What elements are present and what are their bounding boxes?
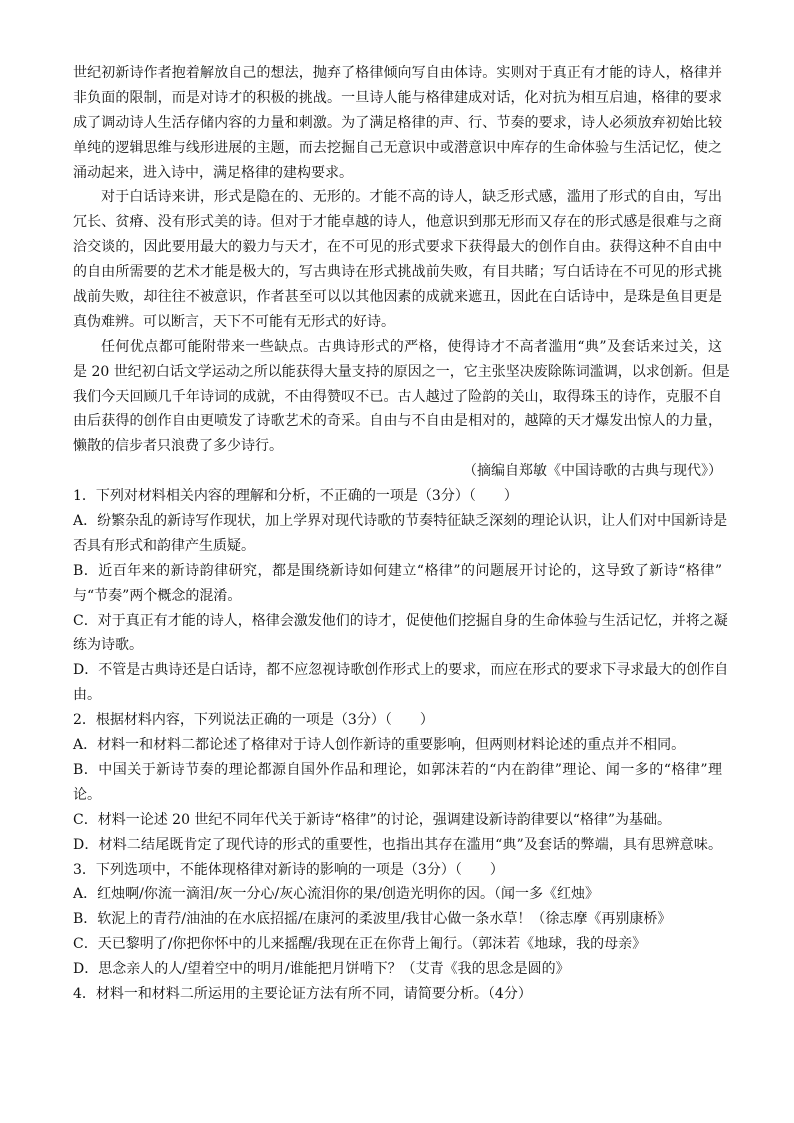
option-a [73,509,728,559]
option-d [73,833,722,858]
essay-line: 单纯的逻辑思维与线形进展的主题，而去挖掘自己无意识中或潜意识中库存的生命体验与生活记忆，使之 [73,139,722,156]
option-line: 否具有形式和韵律产生质疑。 [73,537,255,554]
option-line: C．对于真正有才能的诗人，格律会激发他们的诗才，促使他们挖掘自身的生命体验与生活记忆，并将之凝 [73,612,728,629]
question-4 [73,982,722,1007]
question-1 [73,484,729,708]
essay-line: 懒散的信步者只浪费了多少诗行。 [73,438,283,455]
option-line: A．红烛啊/你流一滴泪/灰一分心/灰心流泪你的果/创造光明你的因。（闻一多《红烛》 [73,886,599,903]
question-stem: 1．下列对材料相关内容的理解和分析，不正确的一项是（3分）（ ） [73,488,518,505]
option-line: 练为诗歌。 [73,637,143,654]
questions [73,484,729,1007]
option-b [73,907,722,932]
reading-material [73,61,730,484]
option-line: 由。 [73,687,101,704]
question-3 [73,858,722,982]
paragraph-1 [73,61,722,185]
question-stem: 2．根据材料内容，下列说法正确的一项是（3分）（ ） [73,712,434,729]
option-c [73,932,722,957]
paragraph-2 [73,185,722,334]
page-content [73,61,730,1007]
paragraph-3 [73,335,730,459]
option-a [73,733,722,758]
option-line: A．材料一和材料二都论述了格律对于诗人创作新诗的重要影响，但两则材料论述的重点并不相同。 [73,737,686,754]
option-line: D．思念亲人的人/望着空中的明月/谁能把月饼啃下？（艾青《我的思念是圆的》 [73,961,570,978]
essay-line: 世纪初新诗作者抱着解放自己的想法，抛弃了格律倾向写自由体诗。实则对于真正有才能的诗人，格律并 [73,65,722,81]
essay-line: 对于白话诗来讲，形式是隐在的、无形的。才能不高的诗人，缺乏形式感，滥用了形式的自由，写出 [101,189,722,206]
option-d [73,658,729,708]
essay-line: 冗长、贫瘠、没有形式美的诗。但对于才能卓越的诗人，他意识到那无形而又存在的形式感是很难与之商 [73,214,722,231]
option-b [73,758,722,808]
question-stem: 3．下列选项中，不能体现格律对新诗的影响的一项是（3分）（ ） [73,861,504,878]
essay-line: 真伪难辨。可以断言，天下不可能有无形式的好诗。 [73,313,395,330]
option-c [73,609,728,659]
option-line: B．中国关于新诗节奏的理论都源自国外作品和理论，如郭沫若的“内在韵律”理论、闻一多的“格律”理 [73,761,722,778]
option-line: D．材料二结尾既肯定了现代诗的形式的重要性，也指出其存在滥用“典”及套话的弊端，具有思辨意味。 [73,836,722,853]
essay-line: 洽交谈的，因此要用最大的毅力与天才，在不可见的形式要求下获得最大的创作自由。获得这种不自由中 [73,239,722,256]
option-line: C．天已黎明了/你把你怀中的儿来摇醒/我现在正在你背上匍行。（郭沫若《地球，我的母亲》 [73,936,647,953]
option-line: C．材料一论述 20 世纪不同年代关于新诗“格律”的讨论，强调建设新诗韵律要以“格律”为基础。 [73,811,672,828]
option-line: D．不管是古典诗还是白话诗，都不应忽视诗歌创作形式上的要求，而应在形式的要求下寻求最大的创作自 [73,662,729,679]
essay-line: 由后获得的创作自由更喷发了诗歌艺术的奇采。自由与不自由是相对的，越障的天才爆发出惊人的力量， [73,413,722,430]
option-b [73,559,722,609]
source-citation: （摘编自郑敏《中国诗歌的古典与现代》） [463,463,722,480]
essay-line: 我们今天回顾几千年诗词的成就，不由得赞叹不已。古人越过了险韵的关山，取得珠玉的诗作，克服不自 [73,388,722,405]
option-c [73,808,722,833]
option-line: B．近百年来的新诗韵律研究，都是围绕新诗如何建立“格律”的问题展开讨论的，这导致了新诗“格律” [73,562,722,579]
option-line: 论。 [73,786,101,803]
essay-line: 的自由所需要的艺术才能是极大的，写古典诗在形式挑战前失败，有目共睹；写白话诗在不可见的形式挑 [73,264,722,281]
essay-line: 任何优点都可能附带来一些缺点。古典诗形式的严格，使得诗才不高者滥用“典”及套话来过关，这 [101,338,722,355]
essay-line: 涌动起来，进入诗中，满足格律的建构要求。 [73,164,353,181]
question-stem: 4．材料一和材料二所运用的主要论证方法有所不同，请简要分析。（4分） [73,985,532,1002]
question-2 [73,708,722,857]
essay-line: 是 20 世纪初白话文学运动之所以能获得大量支持的原因之一，它主张坚决废除陈词滥调，以求创新。但是 [73,363,730,380]
option-a [73,882,722,907]
option-line: 与“节奏”两个概念的混淆。 [73,587,242,604]
option-line: A．纷繁杂乱的新诗写作现状，加上学界对现代诗歌的节奏特征缺乏深刻的理论认识，让人们对中国新诗是 [73,513,728,530]
essay-line: 非负面的限制，而是对诗才的积极的挑战。一旦诗人能与格律建成对话，化对抗为相互启迪，格律的要求 [73,89,722,106]
option-line: B．软泥上的青荇/油油的在水底招摇/在康河的柔波里/我甘心做一条水草！（徐志摩《再别康桥》 [73,911,672,928]
essay-line: 战前失败，却往往不被意识，作者甚至可以以其他因素的成就来遮丑，因此在白话诗中，是珠是鱼目更是 [73,289,722,306]
essay-line: 成了调动诗人生活存储内容的力量和刺激。为了满足格律的声、行、节奏的要求，诗人必须放弃初始比较 [73,114,722,131]
option-d [73,957,722,982]
